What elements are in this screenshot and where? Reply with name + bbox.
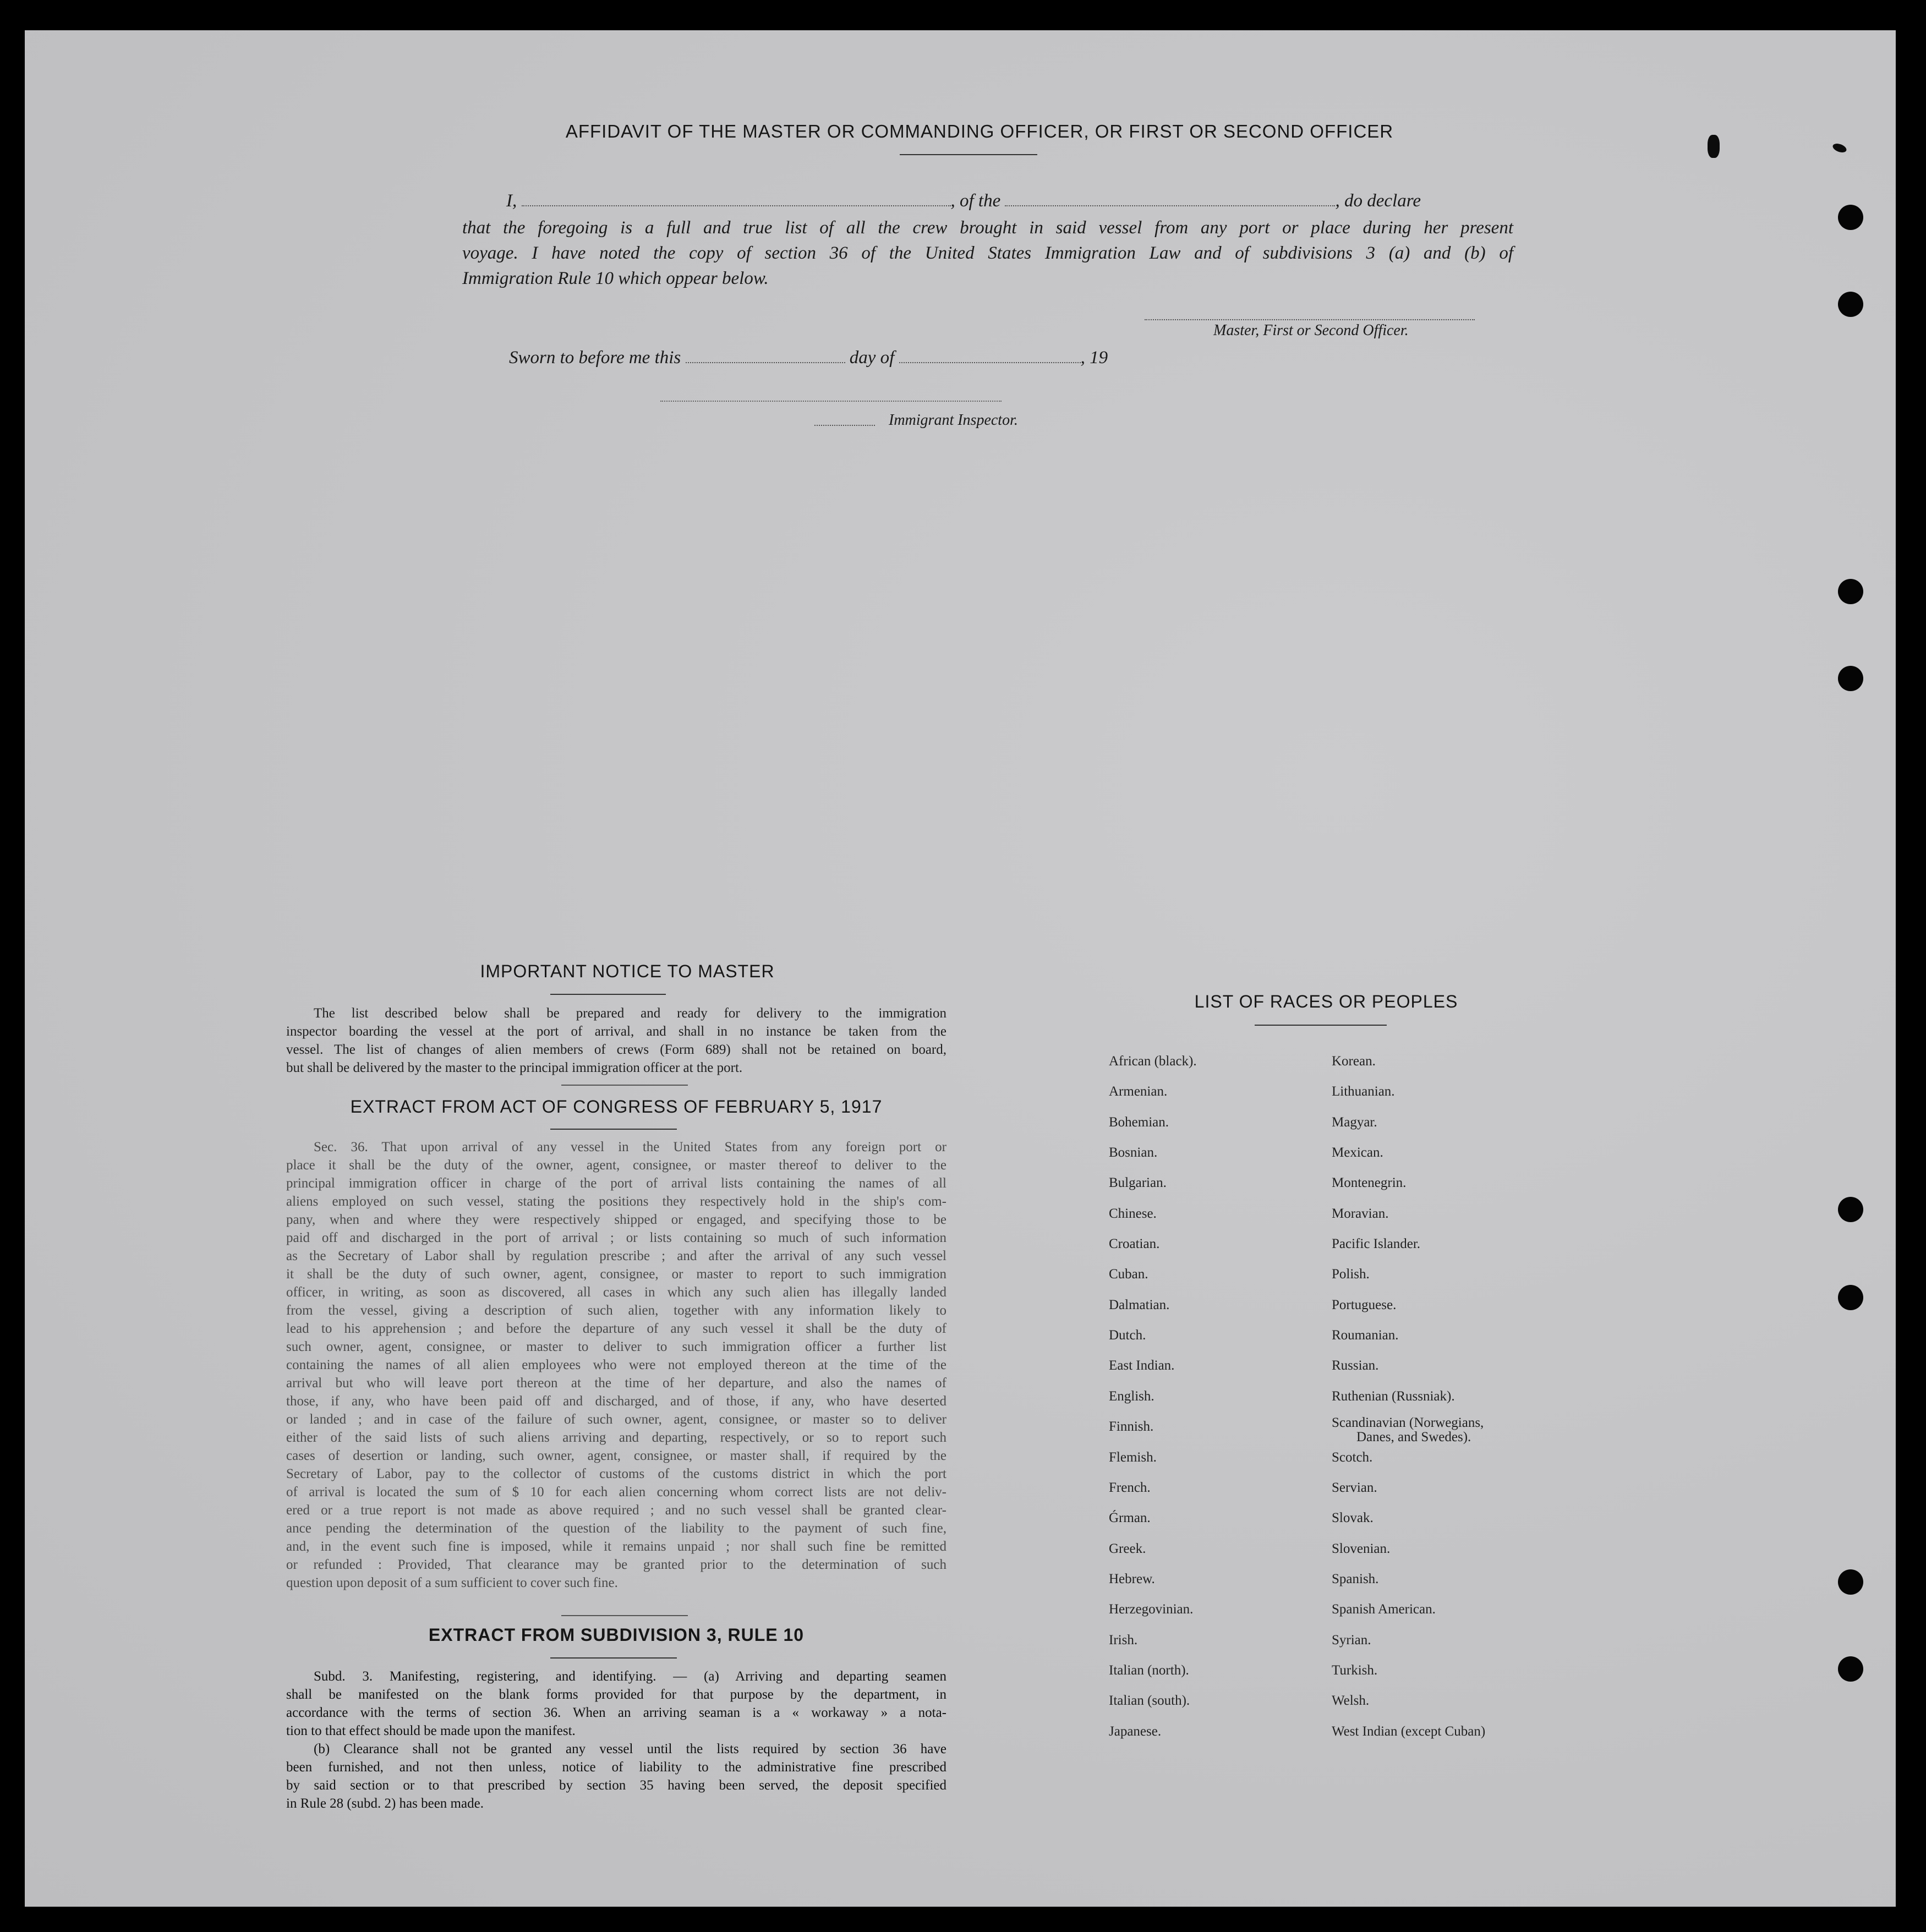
affidavit-body-line: that the foregoing is a full and true list of all the crew brought in said vessel from any port or place during her present [462, 218, 1513, 238]
race-item: West Indian (except Cuban) [1332, 1724, 1486, 1739]
rule-title-rule [550, 1657, 677, 1659]
race-item: Turkish. [1332, 1663, 1378, 1678]
race-item: Dutch. [1109, 1328, 1146, 1343]
act-line: from the vessel, giving a description of such alien, together with any information likely to [286, 1303, 946, 1318]
act-line: as the Secretary of Labor shall by regulation prescribe ; and after the arrival of any such vessel [286, 1249, 946, 1263]
rule-line: in Rule 28 (subd. 2) has been made. [286, 1796, 484, 1811]
race-item: Magyar. [1332, 1115, 1377, 1130]
act-line: lead to his apprehension ; and before the departure of any such vessel it shall be the duty of [286, 1321, 946, 1336]
race-item: Ruthenian (Russniak). [1332, 1389, 1455, 1404]
punch-hole-icon [1838, 1197, 1863, 1222]
affidavit-body-line: voyage. I have noted the copy of section 36 of the United States Immigration Law and of subdivisions 3 (a) and (b) of [462, 243, 1513, 263]
rule-paragraph [286, 1667, 946, 1813]
race-item: Armenian. [1109, 1084, 1168, 1099]
sworn-day-field[interactable] [686, 346, 845, 363]
act-line: containing the names of all alien employees who were not employed thereon at the time of the [286, 1358, 946, 1372]
race-item: Irish. [1109, 1633, 1138, 1648]
act-paragraph [286, 1138, 946, 1592]
act-line: Sec. 36. That upon arrival of any vessel in the United States from any foreign port or [314, 1140, 946, 1154]
act-line: or refunded : Provided, That clearance may be granted prior to the determination of such [286, 1557, 946, 1572]
race-item: Japanese. [1109, 1724, 1162, 1739]
race-item: Bosnian. [1109, 1145, 1158, 1160]
race-item: French. [1109, 1480, 1151, 1495]
race-item: Moravian. [1332, 1206, 1389, 1221]
races-title-rule [1255, 1025, 1387, 1026]
race-item: Chinese. [1109, 1206, 1157, 1221]
race-item: Slovenian. [1332, 1541, 1391, 1556]
vessel-name-field[interactable] [1005, 189, 1335, 206]
race-item: Korean. [1332, 1054, 1376, 1069]
ink-mark-icon [1708, 135, 1720, 158]
rule-line: tion to that effect should be made upon the manifest. [286, 1723, 576, 1738]
act-line: ered or a true report is not made as above required ; and no such vessel shall be granted clear- [286, 1503, 946, 1518]
affidavit-body-line: Immigration Rule 10 which oppear below. [462, 269, 769, 288]
race-item: African (black). [1109, 1054, 1197, 1069]
notice-line: but shall be delivered by the master to the principal immigration officer at the port. [286, 1060, 743, 1075]
race-item: Roumanian. [1332, 1328, 1399, 1343]
act-line: cases of desertion or landing, such owner, agent, consignee, or master shall, if required by the [286, 1448, 946, 1463]
inspector-label: Immigrant Inspector. [889, 412, 1018, 429]
notice-separator [561, 1085, 688, 1086]
inspector-signature-line[interactable] [660, 401, 1002, 402]
notice-line: vessel. The list of changes of alien members of crews (Form 689) shall not be retained on board, [286, 1042, 946, 1057]
punch-hole-icon [1838, 1569, 1863, 1595]
rule-line: by said section or to that prescribed by section 35 having been served, the deposit specified [286, 1778, 946, 1793]
race-item: Lithuanian. [1332, 1084, 1395, 1099]
act-line: ance pending the determination of the question of the liability to the payment of such fine, [286, 1521, 946, 1536]
act-line: place it shall be the duty of the owner, agent, consignee, or master thereof to deliver to the [286, 1158, 946, 1173]
race-item: Polish. [1332, 1267, 1370, 1282]
punch-hole-icon [1838, 579, 1863, 604]
race-item: Greek. [1109, 1541, 1146, 1556]
affidavit-of-the-label: , of the [950, 191, 1001, 211]
act-line: such owner, agent, consignee, or master to deliver to such immigration officer a further list [286, 1339, 946, 1354]
act-line: those, if any, who have been paid off and discharged, and of those, if any, who have deserted [286, 1394, 946, 1409]
race-item: East Indian. [1109, 1358, 1175, 1373]
race-item: Dalmatian. [1109, 1298, 1170, 1312]
act-line: aliens employed on such vessel, stating the positions they respectively hold in the ship's com- [286, 1194, 946, 1209]
declarant-name-field[interactable] [522, 189, 951, 206]
act-line: paid off and discharged in the port of arrival ; or lists containing so much of such information [286, 1230, 946, 1245]
race-item: Ǵrman. [1109, 1510, 1151, 1525]
act-separator [561, 1615, 688, 1616]
race-item: Flemish. [1109, 1450, 1157, 1465]
rule-line: Subd. 3. Manifesting, registering, and identifying. — (a) Arriving and departing seamen [314, 1669, 946, 1684]
race-item: Croatian. [1109, 1236, 1160, 1251]
race-item: Cuban. [1109, 1267, 1148, 1282]
sworn-month-field[interactable] [899, 346, 1081, 363]
act-line: and, in the event such fine is imposed, while it remains unpaid ; nor shall such fine be remitted [286, 1539, 946, 1554]
race-item: Montenegrin. [1332, 1175, 1407, 1190]
act-line: officer, in writing, as soon as discovered, all cases in which any such alien has illegally landed [286, 1285, 946, 1300]
notice-line: inspector boarding the vessel at the port of arrival, and shall in no instance be taken from the [286, 1024, 946, 1039]
affidavit-i-label: I, [506, 191, 517, 211]
race-item: Portuguese. [1332, 1298, 1397, 1312]
race-item: Italian (south). [1109, 1693, 1190, 1708]
day-of-label: day of [849, 348, 895, 368]
race-item: Mexican. [1332, 1145, 1383, 1160]
affidavit-body [462, 215, 1513, 291]
race-item: Spanish American. [1332, 1602, 1436, 1617]
ink-mark-icon [1831, 142, 1847, 154]
act-line: either of the said lists of such aliens arriving and departing, respectively, or so to report such [286, 1430, 946, 1445]
affidavit-title: AFFIDAVIT OF THE MASTER OR COMMANDING OFFICER, OR FIRST OR SECOND OFFICER [565, 121, 1394, 141]
race-item: Herzegovinian. [1109, 1602, 1194, 1617]
affidavit-declare-label: , do declare [1335, 191, 1421, 211]
race-item: English. [1109, 1389, 1154, 1404]
notice-line: The list described below shall be prepared and ready for delivery to the immigration [314, 1006, 946, 1021]
race-item: Bulgarian. [1109, 1175, 1167, 1190]
act-line: question upon deposit of a sum sufficient to cover such fine. [286, 1575, 618, 1590]
notice-title: IMPORTANT NOTICE TO MASTER [480, 961, 775, 981]
punch-hole-icon [1838, 205, 1863, 230]
sworn-label: Sworn to before me this [509, 348, 681, 368]
race-item: Scandinavian (Norwegians, [1332, 1415, 1484, 1430]
affidavit-title-rule [900, 154, 1037, 155]
affidavit-line1 [506, 189, 1513, 211]
race-item: Bohemian. [1109, 1115, 1169, 1130]
race-item: Scotch. [1332, 1450, 1373, 1465]
rule-title: EXTRACT FROM SUBDIVISION 3, RULE 10 [428, 1625, 805, 1645]
rule-line: shall be manifested on the blank forms provided for that purpose by the department, in [286, 1687, 946, 1702]
act-title: EXTRACT FROM ACT OF CONGRESS OF FEBRUARY 5, 1917 [350, 1097, 883, 1116]
race-item-continuation: Danes, and Swedes). [1356, 1430, 1471, 1444]
race-item: Finnish. [1109, 1419, 1154, 1434]
notice-paragraph [286, 1004, 946, 1077]
inspector-signature-dots [814, 425, 875, 426]
act-line: it shall be the duty of such owner, agent, consignee, or master to report to such immigration [286, 1267, 946, 1282]
act-line: pany, when and where they were respectively shipped or engaged, and specifying those to be [286, 1212, 946, 1227]
act-line: Secretary of Labor, pay to the collector of customs of the customs district in which the port [286, 1466, 946, 1481]
year-prefix-label: , 19 [1080, 348, 1108, 368]
race-item: Servian. [1332, 1480, 1377, 1495]
act-line: of arrival is located the sum of $ 10 for each alien concerning whom correct lists are not deliv- [286, 1485, 946, 1499]
punch-hole-icon [1838, 1656, 1863, 1682]
act-line: arrival but who will leave port thereon at the time of her departure, and also the names of [286, 1376, 946, 1391]
punch-hole-icon [1838, 292, 1863, 317]
race-item: Hebrew. [1109, 1572, 1155, 1586]
rule-line: accordance with the terms of section 36. When an arriving seaman is a « workaway » a nota- [286, 1705, 946, 1720]
form-page [25, 30, 1896, 1907]
act-line: or landed ; and in case of the failure of such owner, agent, consignee, or master so to deliver [286, 1412, 946, 1427]
race-item: Slovak. [1332, 1510, 1374, 1525]
sworn-line [509, 346, 1108, 368]
race-item: Welsh. [1332, 1693, 1370, 1708]
act-title-rule [550, 1129, 677, 1130]
master-signature-line[interactable] [1145, 319, 1475, 320]
race-item: Italian (north). [1109, 1663, 1189, 1678]
act-line: principal immigration officer in charge of the port of arrival lists containing the names of all [286, 1176, 946, 1191]
race-item: Russian. [1332, 1358, 1379, 1373]
race-item: Spanish. [1332, 1572, 1379, 1586]
punch-hole-icon [1838, 666, 1863, 691]
master-signature-label: Master, First or Second Officer. [1213, 322, 1409, 339]
notice-title-rule [550, 994, 666, 995]
race-item: Pacific Islander. [1332, 1236, 1421, 1251]
race-item: Syrian. [1332, 1633, 1371, 1648]
races-title: LIST OF RACES OR PEOPLES [1194, 992, 1458, 1011]
rule-line: (b) Clearance shall not be granted any vessel until the lists required by section 36 have [314, 1742, 946, 1756]
rule-line: been furnished, and not then unless, notice of liability to the administrative fine prescribed [286, 1760, 946, 1775]
punch-hole-icon [1838, 1285, 1863, 1310]
